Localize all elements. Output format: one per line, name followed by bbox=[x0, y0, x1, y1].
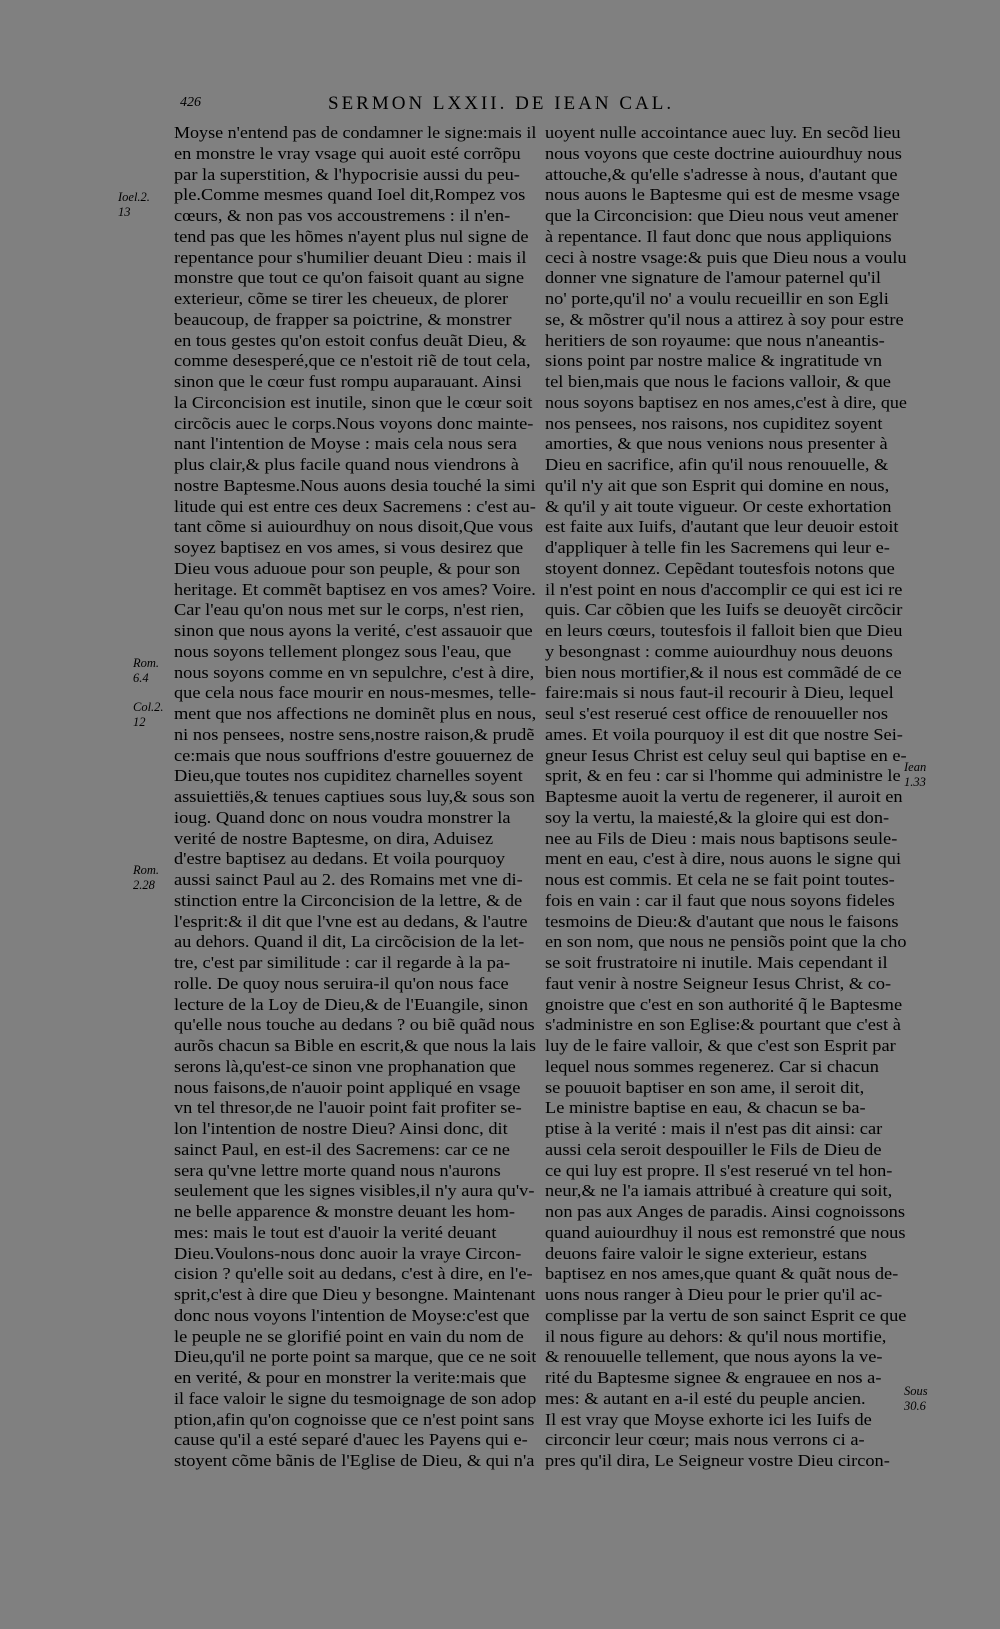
text-line: Baptesme auoit la vertu de regenerer, il auroit en bbox=[545, 787, 903, 806]
text-line: se soit frustratoire ni inutile. Mais cependant il bbox=[545, 953, 888, 972]
text-line: & renouuelle tellement, que nous ayons la ve- bbox=[545, 1347, 883, 1367]
margin-note-sous: Sous 30.6 bbox=[904, 1384, 928, 1413]
text-line: en verité, & pour en monstrer la verite:mais que bbox=[174, 1368, 527, 1387]
text-line: qu'elle nous touche au dedans ? ou biẽ quãd nous bbox=[174, 1015, 535, 1035]
text-line: baptisez en nos ames,que quant & quãt nous de- bbox=[545, 1264, 899, 1284]
text-line: sera qu'vne lettre morte quand nous n'aurons bbox=[174, 1160, 501, 1180]
text-line: tesmoins de Dieu:& d'autant que nous le faisons bbox=[545, 911, 899, 931]
text-line: à repentance. Il faut donc que nous appliquions bbox=[545, 226, 892, 246]
text-line: ment en eau, c'est à dire, nous auons le signe qui bbox=[545, 849, 902, 869]
text-line: sions point par nostre malice & ingratitude vn bbox=[545, 351, 882, 371]
text-line: ple.Comme mesmes quand Ioel dit,Rompez vos bbox=[174, 185, 526, 205]
text-line: Car l'eau qu'on nous met sur le corps, n'est rien, bbox=[174, 600, 524, 620]
text-line: exterieur, cõme se tirer les cheueux, de plorer bbox=[174, 289, 509, 308]
margin-note-rom-2: Rom. 2.28 bbox=[133, 863, 160, 892]
text-line: heritage. Et commẽt baptisez en vos ames? Voire. bbox=[174, 579, 536, 599]
text-line: soy la vertu, la maiesté,& la gloire qui est don- bbox=[545, 807, 890, 827]
text-line: gnoistre que c'est en son authorité q̃ le Baptesme bbox=[545, 994, 903, 1014]
text-line: faut venir à nostre Seigneur Iesus Christ, & co- bbox=[545, 973, 892, 993]
text-line: qu'il n'y ait que son Esprit qui domine en nous, bbox=[545, 475, 890, 495]
text-line: par la superstition, & l'hypocrisie aussi du peu- bbox=[174, 164, 520, 184]
text-line: assuiettiës,& tenues captiues sous luy,& sous son bbox=[174, 787, 535, 806]
text-line: en leurs cœurs, toutesfois il falloit bien que Dieu bbox=[545, 621, 903, 640]
text-line: rolle. De quoy nous seruira-il qu'on nous face bbox=[174, 973, 509, 993]
running-header bbox=[180, 93, 740, 117]
text-line: monstre que tout ce qu'on faisoit quant au signe bbox=[174, 268, 524, 288]
text-line: en son nom, que nous ne pensiõs point que la cho bbox=[545, 932, 907, 952]
margin-note-iean: Iean 1.33 bbox=[904, 760, 927, 789]
text-line: beaucoup, de frapper sa poictrine, & monstrer bbox=[174, 309, 512, 329]
text-line: & qu'il y ait toute vigueur. Or ceste exhortation bbox=[545, 496, 892, 516]
margin-note-rom-6: Rom. 6.4 bbox=[133, 656, 160, 685]
text-line: nee au Fils de Dieu : mais nous baptisons seule- bbox=[545, 828, 898, 848]
text-line: ce:mais que nous souffrions d'estre gouuernez de bbox=[174, 745, 534, 765]
text-line: sinon que nous ayons la verité, c'est assauoir que bbox=[174, 621, 533, 640]
text-line: ce qui luy est propre. Il s'est reserué vn tel hon- bbox=[545, 1160, 893, 1180]
text-line: Il est vray que Moyse exhorte ici les Iuifs de bbox=[545, 1409, 872, 1429]
text-line: circoncir leur cœur; mais nous verrons ci a- bbox=[545, 1430, 865, 1450]
text-line: gneur Iesus Christ est celuy seul qui baptise en e- bbox=[545, 745, 907, 765]
margin-note-ioel: Ioel.2. 13 bbox=[118, 190, 150, 219]
text-line: nous soyons tellement plongez sous l'eau, que bbox=[174, 641, 512, 661]
text-line: Dieu,qu'il ne porte point sa marque, que ce ne soit bbox=[174, 1347, 536, 1367]
text-line: sainct Paul, en est-il des Sacremens: car ce ne bbox=[174, 1139, 510, 1159]
text-line: d'estre baptisez au dedans. Et voila pourquoy bbox=[174, 849, 506, 869]
text-line: il n'est point en nous d'accomplir ce qui est ici re bbox=[545, 579, 903, 599]
text-line: ioug. Quand donc on nous voudra monstrer la bbox=[174, 807, 511, 827]
text-line: bien nous mortifier,& il nous est commãdé de ce bbox=[545, 662, 902, 682]
text-line: cision ? qu'elle soit au dedans, c'est à dire, en l'e- bbox=[174, 1264, 533, 1284]
text-line: aussi cela seroit despouiller le Fils de Dieu de bbox=[545, 1139, 882, 1159]
text-line: donc nous voyons l'intention de Moyse:c'est que bbox=[174, 1305, 530, 1325]
text-line: Dieu en sacrifice, afin qu'il nous renouuelle, & bbox=[545, 455, 889, 474]
text-line: lon l'intention de nostre Dieu? Ainsi donc, dit bbox=[174, 1119, 508, 1138]
text-line: tre, c'est par similitude : car il regarde à la pa- bbox=[174, 953, 511, 972]
left-text-column bbox=[174, 123, 536, 1472]
text-line: serons là,qu'est-ce sinon vne prophanation que bbox=[174, 1056, 516, 1076]
text-line: soyez baptisez en vos ames, si vous desirez que bbox=[174, 538, 524, 557]
text-line: attouche,& qu'elle s'adresse à nous, d'autant que bbox=[545, 164, 898, 184]
text-line: repentance pour s'humilier deuant Dieu : mais il bbox=[174, 247, 527, 267]
text-line: vn tel thresor,de ne l'auoir point fait profiter se- bbox=[174, 1098, 522, 1118]
text-line: en monstre le vray vsage qui auoit esté corrõpu bbox=[174, 143, 521, 163]
running-title: SERMON LXXII. DE IEAN CAL. bbox=[328, 93, 675, 114]
text-line: tel bien,mais que nous le facions valloir, & que bbox=[545, 372, 891, 391]
text-line: ames. Et voila pourquoy il est dit que nostre Sei- bbox=[545, 724, 903, 744]
page-number: 426 bbox=[180, 95, 201, 110]
text-line: il face valoir le signe du tesmoignage de son adop bbox=[174, 1388, 536, 1408]
text-line: que la Circoncision: que Dieu nous veut amener bbox=[545, 206, 899, 225]
text-line: comme desesperé,que ce n'estoit riẽ de tout cela, bbox=[174, 351, 531, 371]
text-line: sinon que le cœur fust rompu auparauant. Ainsi bbox=[174, 372, 522, 391]
text-line: neur,& ne l'a iamais attribué à creature qui soit, bbox=[545, 1181, 893, 1201]
text-line: lequel nous sommes regenerez. Car si chacun bbox=[545, 1056, 879, 1076]
text-line: nostre Baptesme.Nous auons desia touché la simi bbox=[174, 475, 536, 495]
text-line: se, & mõstrer qu'il nous a attirez à soy pour estre bbox=[545, 309, 904, 329]
text-line: en tous gestes qu'on estoit confus deuãt Dieu, & bbox=[174, 330, 527, 350]
text-line: cause qu'il a esté separé d'auec les Payens qui e- bbox=[174, 1430, 528, 1450]
text-line: nous faisons,de n'auoir point appliqué en vsage bbox=[174, 1077, 521, 1097]
text-line: l'esprit:& il dit que l'vne est au dedans, & l'autre bbox=[174, 911, 528, 931]
text-line: aurõs chacun sa Bible en escrit,& que nous la lais bbox=[174, 1036, 536, 1055]
text-line: Dieu.Voulons-nous donc auoir la vraye Circon- bbox=[174, 1243, 522, 1263]
text-line: s'administre en son Eglise:& pourtant que c'est à bbox=[545, 1015, 901, 1035]
text-line: se pouuoit baptiser en son ame, il seroit dit, bbox=[545, 1077, 865, 1097]
text-line: deuons faire valoir le signe exterieur, estans bbox=[545, 1243, 867, 1263]
text-line: ption,afin qu'on cognoisse que ce n'est point sans bbox=[174, 1409, 535, 1429]
text-line: mes: mais le tout est d'auoir la verité deuant bbox=[174, 1222, 497, 1242]
text-line: tend pas que les hõmes n'ayent plus nul signe de bbox=[174, 226, 529, 246]
text-line: lecture de la Loy de Dieu,& de l'Euangile, sinon bbox=[174, 994, 529, 1014]
text-line: nous est commis. Et cela ne se fait point toutes- bbox=[545, 870, 895, 889]
text-line: ne belle apparence & monstre deuant les hom- bbox=[174, 1202, 516, 1221]
text-line: stinction entre la Circoncision de la lettre, & de bbox=[174, 890, 523, 910]
text-line: est faite aux Iuifs, d'autant que leur deuoir estoit bbox=[545, 517, 899, 537]
text-line: quis. Car cõbien que les Iuifs se deuoyẽt circõcir bbox=[545, 600, 903, 620]
text-line: quand auiourdhuy il nous est remonstré que nous bbox=[545, 1222, 906, 1242]
text-line: nous soyons baptisez en nos ames,c'est à dire, que bbox=[545, 392, 907, 412]
text-line: stoyent donnez. Cepẽdant toutesfois notons que bbox=[545, 558, 895, 578]
text-line: tant cõme si auiourdhuy on nous disoit,Que vous bbox=[174, 517, 533, 537]
right-text-column bbox=[545, 123, 907, 1472]
text-line: seulement que les signes visibles,il n'y aura qu'v- bbox=[174, 1181, 535, 1201]
text-line: Dieu,que toutes nos cupiditez charnelles soyent bbox=[174, 766, 523, 786]
text-line: faire:mais si nous faut-il recourir à Dieu, lequel bbox=[545, 683, 894, 703]
text-line: no' porte,qu'il no' a voulu recueillir en son Egli bbox=[545, 289, 889, 308]
text-line: heritiers de son royaume: que nous n'aneantis- bbox=[545, 330, 885, 350]
text-line: amorties, & que nous venions nous presenter à bbox=[545, 434, 888, 454]
text-line: donner vne signature de l'amour paternel qu'il bbox=[545, 268, 881, 288]
text-line: aussi sainct Paul au 2. des Romains met vne di- bbox=[174, 870, 523, 889]
text-line: d'appliquer à telle fin les Sacremens qui leur e- bbox=[545, 538, 890, 557]
text-line: Le ministre baptise en eau, & chacun se ba- bbox=[545, 1098, 866, 1118]
text-line: la Circoncision est inutile, sinon que le cœur soit bbox=[174, 392, 533, 412]
text-line: nous voyons que ceste doctrine auiourdhuy nous bbox=[545, 143, 902, 163]
text-line: verité de nostre Baptesme, on dira, Aduisez bbox=[174, 828, 494, 848]
text-line: non pas aux Anges de paradis. Ainsi cognoissons bbox=[545, 1202, 905, 1221]
text-line: circõcis auec le corps.Nous voyons donc mainte- bbox=[174, 413, 534, 433]
text-line: nos pensees, nos raisons, nos cupiditez soyent bbox=[545, 413, 883, 433]
text-line: nous soyons comme en vn sepulchre, c'est à dire, bbox=[174, 662, 535, 682]
text-line: cœurs, & non pas vos accoustremens : il n'en- bbox=[174, 206, 511, 225]
margin-note-col: Col.2. 12 bbox=[133, 700, 164, 729]
text-line: fois en vain : car il faut que nous soyons fideles bbox=[545, 890, 895, 910]
text-line: ceci à nostre vsage:& puis que Dieu nous a voulu bbox=[545, 247, 907, 267]
text-line: uoyent nulle accointance auec luy. En secõd lieu bbox=[545, 123, 901, 142]
text-line: seul s'est reserué cest office de renouueller nos bbox=[545, 704, 888, 723]
text-line: pres qu'il dira, Le Seigneur vostre Dieu circon- bbox=[545, 1451, 890, 1470]
text-line: ment que nos affections ne dominẽt plus en nous, bbox=[174, 704, 536, 723]
text-line: nous auons le Baptesme qui est de mesme vsage bbox=[545, 185, 900, 205]
text-line: litude qui est entre ces deux Sacremens : c'est au- bbox=[174, 496, 536, 516]
text-line: stoyent cõme bãnis de l'Eglise de Dieu, & qui n'a bbox=[174, 1451, 535, 1470]
text-line: y besongnast : comme auiourdhuy nous deuons bbox=[545, 641, 893, 661]
text-line: il nous figure au dehors: & qu'il nous mortifie, bbox=[545, 1326, 887, 1346]
text-line: Dieu vous aduoue pour son peuple, & pour son bbox=[174, 558, 521, 578]
text-line: uons nous ranger à Dieu pour le prier qu'il ac- bbox=[545, 1285, 883, 1304]
text-line: luy de le faire valloir, & que c'est son Esprit par bbox=[545, 1036, 896, 1055]
text-line: sprit, & en feu : car si l'homme qui administre le bbox=[545, 766, 901, 786]
text-line: le peuple ne se glorifié point en vain du nom de bbox=[174, 1326, 524, 1346]
text-line: ni nos pensees, nostre sens,nostre raison,& prudẽ bbox=[174, 724, 535, 744]
text-line: nant l'intention de Moyse : mais cela nous sera bbox=[174, 434, 517, 454]
text-line: plus clair,& plus facile quand nous viendrons à bbox=[174, 455, 519, 474]
text-line: Moyse n'entend pas de condamner le signe:mais il bbox=[174, 123, 536, 142]
text-line: sprit,c'est à dire que Dieu y besongne. Maintenant bbox=[174, 1285, 536, 1304]
text-line: mes: & autant en a-il esté du peuple ancien. bbox=[545, 1388, 866, 1408]
text-line: complisse par la vertu de son sainct Esprit ce que bbox=[545, 1305, 907, 1325]
text-line: que cela nous face mourir en nous-mesmes, telle- bbox=[174, 683, 536, 703]
text-line: au dehors. Quand il dit, La circõcision de la let- bbox=[174, 932, 525, 952]
text-line: ptise à la verité : mais il n'est pas dit ainsi: car bbox=[545, 1119, 883, 1138]
text-line: rité du Baptesme signee & engrauee en nos a- bbox=[545, 1368, 882, 1387]
